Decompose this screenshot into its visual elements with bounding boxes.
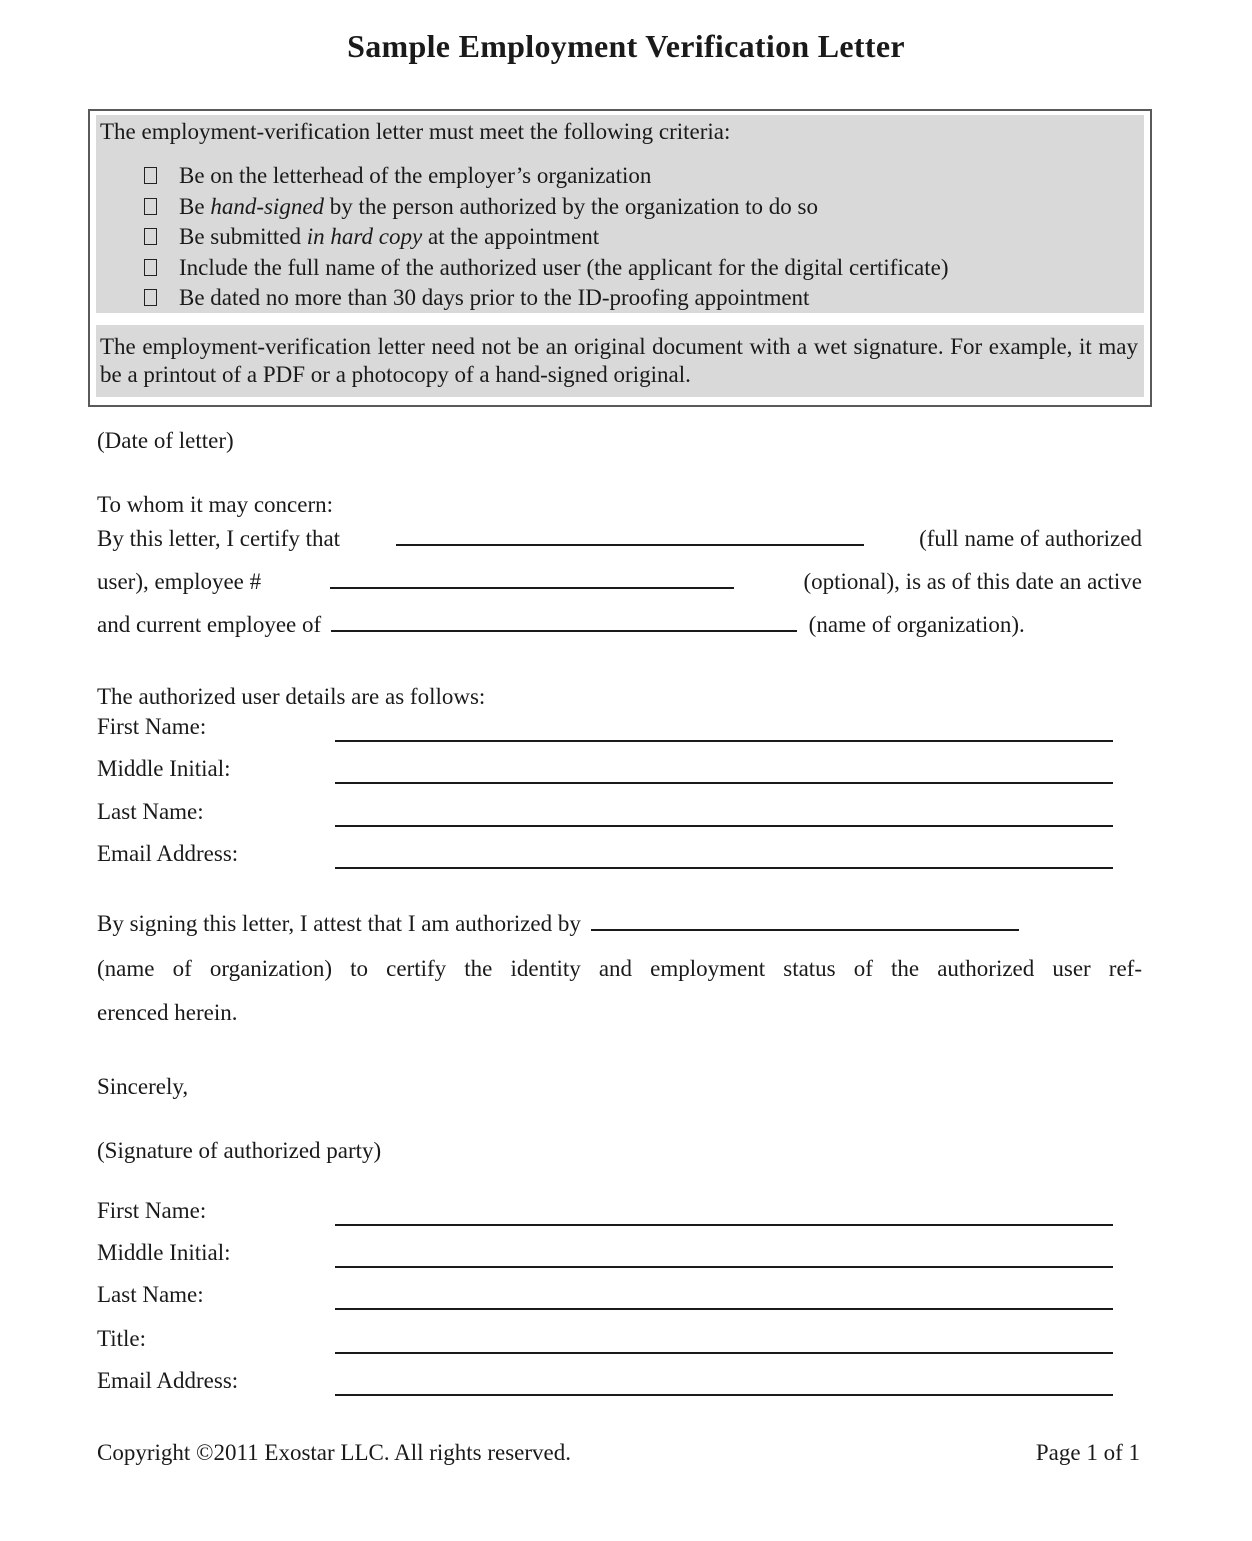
certify-line-1 <box>97 526 1142 552</box>
checkbox-icon <box>144 167 157 184</box>
criteria-note: The employment-verification letter need not be an original document with a wet signature. For example, it may be a printout of a PDF or a photocopy of a hand-signed original. <box>100 334 1138 387</box>
certify-text: user), employee # <box>97 569 262 594</box>
field-label: Last Name: <box>97 799 204 824</box>
criteria-item <box>144 283 949 314</box>
criteria-item-text: by the person authorized by the organization to do so <box>324 193 818 219</box>
user-middle-initial-field[interactable] <box>335 782 1113 784</box>
signer-title-field[interactable] <box>335 1352 1113 1354</box>
criteria-note-panel <box>96 325 1144 397</box>
criteria-item <box>144 222 949 253</box>
checkbox-icon <box>144 289 157 306</box>
copyright-notice: Copyright ©2011 Exostar LLC. All rights reserved. <box>97 1440 572 1465</box>
attest-line-3: erenced herein. <box>97 1000 238 1025</box>
criteria-panel <box>96 115 1144 313</box>
criteria-item-text: Be submitted <box>179 224 307 249</box>
field-label: First Name: <box>97 714 207 739</box>
field-label: Middle Initial: <box>97 756 231 781</box>
signer-last-name-field[interactable] <box>335 1308 1113 1310</box>
certify-text: and current employee of <box>97 612 322 637</box>
full-name-blank[interactable] <box>396 526 864 546</box>
field-label: Middle Initial: <box>97 1240 231 1265</box>
checkbox-icon <box>144 198 157 215</box>
criteria-item-text: Be on the letterhead of the employer’s organization <box>179 163 652 188</box>
closing: Sincerely, <box>97 1074 189 1099</box>
certify-text: By this letter, I certify that <box>97 526 341 551</box>
criteria-item-emphasis: in hard copy <box>306 224 423 249</box>
page-title: Sample Employment Verification Letter <box>347 28 905 64</box>
criteria-box <box>88 109 1152 407</box>
organization-name-blank[interactable] <box>331 612 797 632</box>
field-label: Email Address: <box>97 841 239 866</box>
certify-text: (optional), is as of this date an active <box>803 569 1142 594</box>
certify-text: (name of organization). <box>808 612 1025 637</box>
certify-line-2 <box>97 569 1142 595</box>
signer-middle-initial-field[interactable] <box>335 1266 1113 1268</box>
checkbox-icon <box>144 228 157 245</box>
attest-line-2: (name of organization) to certify the identity and employment status of the authorized user ref- <box>97 956 1142 981</box>
criteria-item-text: at the appointment <box>422 224 600 249</box>
field-label: Last Name: <box>97 1282 204 1307</box>
user-last-name-field[interactable] <box>335 825 1113 827</box>
page-number: Page 1 of 1 <box>1035 1440 1140 1465</box>
employee-number-blank[interactable] <box>330 569 734 589</box>
attest-line-1 <box>97 911 1019 937</box>
checkbox-icon <box>144 259 157 276</box>
criteria-item <box>144 161 949 192</box>
date-of-letter: (Date of letter) <box>97 428 234 453</box>
field-label: Email Address: <box>97 1368 239 1393</box>
criteria-item <box>144 192 949 223</box>
user-first-name-field[interactable] <box>335 740 1113 742</box>
criteria-item-emphasis: hand-signed <box>210 193 325 219</box>
signer-email-field[interactable] <box>335 1394 1113 1396</box>
field-label: Title: <box>97 1326 147 1351</box>
criteria-item <box>144 253 949 284</box>
user-email-field[interactable] <box>335 867 1113 869</box>
details-intro: The authorized user details are as follows: <box>97 684 486 709</box>
certify-line-3 <box>97 612 1025 638</box>
certify-text: (full name of authorized <box>919 526 1142 551</box>
criteria-item-text: Be <box>179 193 211 219</box>
criteria-list <box>144 161 949 314</box>
attest-text: By signing this letter, I attest that I am authorized by <box>97 911 581 936</box>
signature-placeholder: (Signature of authorized party) <box>97 1138 382 1163</box>
field-label: First Name: <box>97 1198 207 1223</box>
attest-organization-blank[interactable] <box>591 911 1019 931</box>
signer-first-name-field[interactable] <box>335 1224 1113 1226</box>
criteria-item-text: Be dated no more than 30 days prior to the ID-proofing appointment <box>179 285 810 310</box>
criteria-intro: The employment-verification letter must meet the following criteria: <box>100 119 731 144</box>
salutation: To whom it may concern: <box>97 492 333 517</box>
criteria-item-text: Include the full name of the authorized user (the applicant for the digital certificate) <box>179 254 949 280</box>
